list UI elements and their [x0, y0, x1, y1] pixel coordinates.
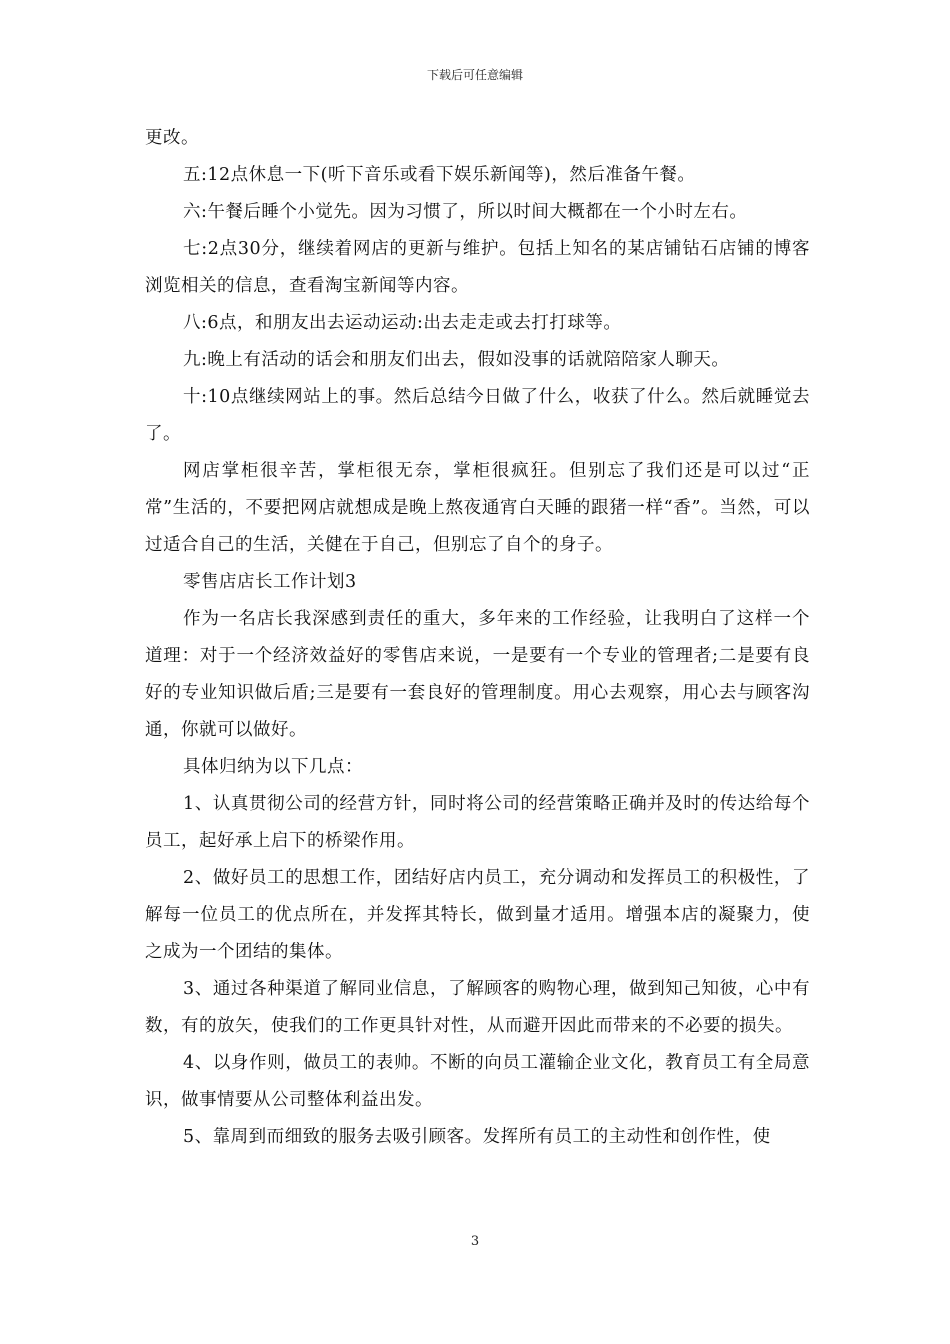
page-header: 下载后可任意编辑: [426, 68, 523, 82]
paragraph: 具体归纳为以下几点：: [183, 757, 363, 777]
paragraph: 3、通过各种渠道了解同业信息，了解顾客的购物心理，做到知己知彼，心中有数，有的放矢，使我们的工作更具针对性，从而避开因此而带来的不必要的损失。: [145, 979, 810, 1036]
paragraph: 更改。: [145, 128, 199, 148]
paragraph: 作为一名店长我深感到责任的重大，多年来的工作经验，让我明白了这样一个道理：对于一个经济效益好的零售店来说，一是要有一个专业的管理者;二是要有良好的专业知识做后盾;三是要有一套良好的管理制度。用心去观察，用心去与顾客沟通，你就可以做好。: [145, 609, 810, 740]
paragraph: 十:10点继续网站上的事。然后总结今日做了什么，收获了什么。然后就睡觉去了。: [145, 387, 810, 444]
paragraph: 5、靠周到而细致的服务去吸引顾客。发挥所有员工的主动性和创作性，使: [183, 1127, 771, 1147]
paragraph: 九:晚上有活动的话会和朋友们出去，假如没事的话就陪陪家人聊天。: [183, 350, 730, 370]
paragraph: 网店掌柜很辛苦，掌柜很无奈，掌柜很疯狂。但别忘了我们还是可以过“正常”生活的，不要把网店就想成是晚上熬夜通宵白天睡的跟猪一样“香”。当然，可以过适合自己的生活，关健在于自己，但别忘了自个的身子。: [145, 461, 810, 555]
paragraph: 1、认真贯彻公司的经营方针，同时将公司的经营策略正确并及时的传达给每个员工，起好承上启下的桥梁作用。: [145, 794, 810, 851]
paragraph: 4、以身作则，做员工的表帅。不断的向员工灌输企业文化，教育员工有全局意识，做事情要从公司整体利益出发。: [145, 1053, 810, 1110]
paragraph: 八:6点，和朋友出去运动运动:出去走走或去打打球等。: [183, 313, 622, 333]
paragraph: 零售店店长工作计划3: [183, 572, 357, 592]
page-number: 3: [470, 1234, 480, 1249]
paragraph: 七:2点30分，继续着网店的更新与维护。包括上知名的某店铺钻石店铺的博客浏览相关的信息，查看淘宝新闻等内容。: [145, 239, 810, 296]
paragraph: 2、做好员工的思想工作，团结好店内员工，充分调动和发挥员工的积极性，了解每一位员工的优点所在，并发挥其特长，做到量才适用。增强本店的凝聚力，使之成为一个团结的集体。: [145, 868, 810, 962]
paragraph: 六:午餐后睡个小觉先。因为习惯了，所以时间大概都在一个小时左右。: [183, 202, 748, 222]
paragraph: 五:12点休息一下(听下音乐或看下娱乐新闻等)，然后准备午餐。: [183, 165, 696, 185]
body-text: [145, 120, 810, 1156]
